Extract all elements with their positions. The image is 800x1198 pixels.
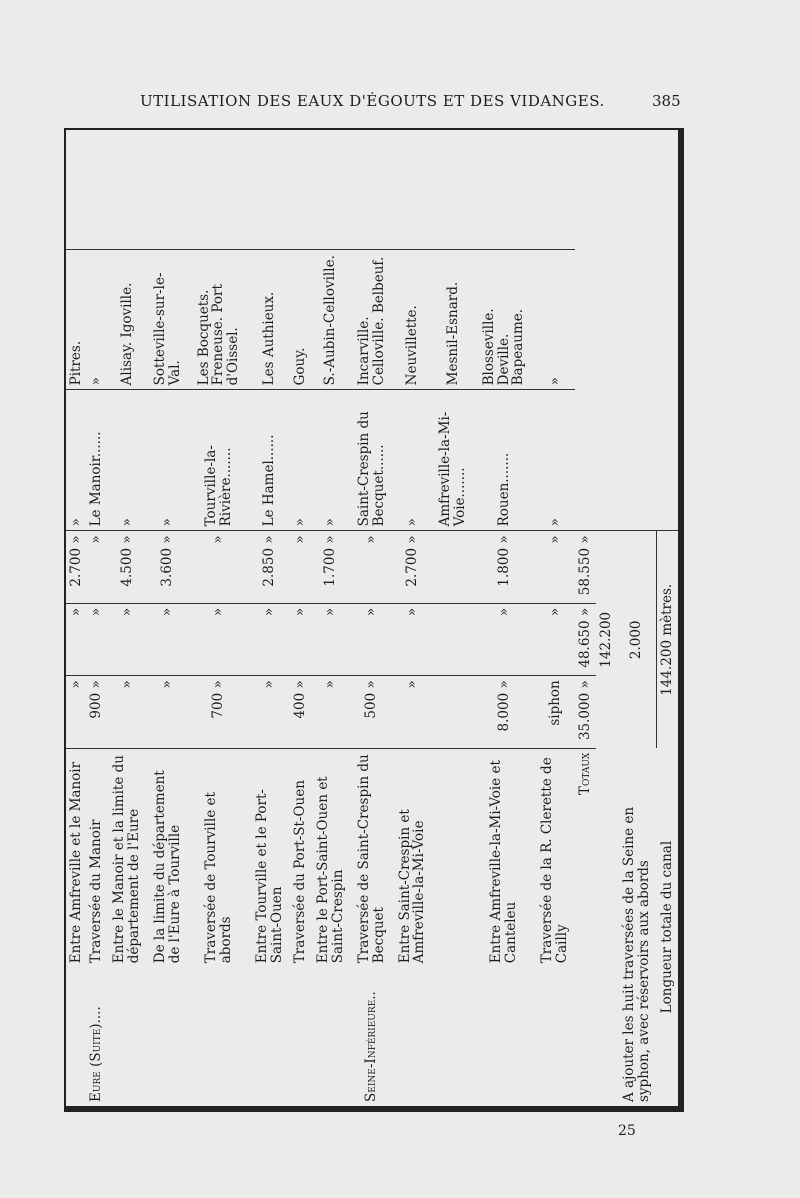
blank-cell bbox=[66, 130, 86, 249]
open-length-cell: » bbox=[148, 603, 189, 675]
blank-cell bbox=[188, 130, 249, 249]
section-cell bbox=[535, 967, 576, 1106]
traverse-length-cell: » bbox=[66, 676, 86, 748]
blank-cell bbox=[148, 130, 189, 249]
page-number: 385 bbox=[652, 92, 681, 110]
canal-length-cell: » bbox=[535, 531, 576, 603]
table-row bbox=[290, 130, 310, 1106]
length-value: 144.200 mètres. bbox=[657, 531, 678, 748]
canal-length-cell: » bbox=[351, 531, 392, 603]
traverse-length-cell: 700 » bbox=[188, 676, 249, 748]
open-length-cell: » bbox=[290, 603, 310, 675]
table-row bbox=[148, 130, 189, 1106]
table-row bbox=[351, 130, 392, 1106]
locality-cell: » bbox=[392, 390, 433, 531]
section-cell: Seine-Inférieure.. bbox=[363, 991, 380, 1102]
add-value: 2.000 bbox=[627, 620, 644, 660]
traverse-length-cell: 8.000 » bbox=[474, 676, 535, 748]
locality-cell: » bbox=[535, 390, 576, 531]
description-cell: Entre le Manoir et la limite du département de l'Eure bbox=[111, 755, 143, 964]
locality-cell: » bbox=[311, 390, 352, 531]
blank-cell bbox=[290, 130, 310, 249]
add-label: A ajouter les huit traversées de la Seine en syphon, avec réservoirs aux abords bbox=[620, 806, 652, 1102]
canal-length-cell: 2.700 » bbox=[66, 531, 86, 603]
open-length-cell: » bbox=[311, 603, 352, 675]
table-row bbox=[188, 130, 249, 1106]
blank-cell bbox=[535, 130, 576, 249]
open-length-cell: » bbox=[535, 603, 576, 675]
commune-cell: Gouy. bbox=[290, 249, 310, 390]
section-cell: Eure (Suite).... bbox=[88, 1006, 105, 1102]
blank-cell bbox=[474, 130, 535, 249]
locality-cell: Le Hamel...... bbox=[249, 390, 290, 531]
canal-length-cell: » bbox=[86, 531, 106, 603]
blank-cell bbox=[311, 130, 352, 249]
description-cell: Entre le Port-Saint-Ouen et Saint-Crespin bbox=[315, 776, 346, 964]
commune-cell: Pitres. bbox=[66, 249, 86, 390]
total-open: 48.650 » bbox=[575, 603, 595, 675]
commune-cell: Neuvillette. bbox=[392, 249, 433, 390]
blank-cell bbox=[575, 130, 595, 531]
canal-length-cell: 2.850 » bbox=[249, 531, 290, 603]
open-length-cell: » bbox=[392, 603, 433, 675]
commune-cell: » bbox=[86, 249, 106, 390]
commune-cell: Les Bocquets. Freneuse. Port d'Oissel. bbox=[188, 249, 249, 390]
blank-cell bbox=[86, 130, 106, 249]
commune-cell: S.-Aubin-Celloville. bbox=[311, 249, 352, 390]
traverse-length-cell: 400 » bbox=[290, 676, 310, 748]
traverse-length-cell: » bbox=[249, 676, 290, 748]
canal-length-cell: 3.600 » bbox=[148, 531, 189, 603]
description-cell: De la limite du département de l'Eure à Tourville bbox=[152, 770, 183, 964]
commune-cell: Sotteville-sur-le-Val. bbox=[148, 249, 189, 390]
blank-cell bbox=[433, 130, 474, 249]
commune-cell: » bbox=[535, 249, 576, 390]
commune-cell: Blosseville. Deville. Bapeaume. bbox=[474, 249, 535, 390]
page-header-title: UTILISATION DES EAUX D'ÉGOUTS ET DES VIDANGES. bbox=[140, 92, 605, 110]
blank-cell bbox=[249, 130, 290, 249]
traverse-length-cell: » bbox=[392, 676, 433, 748]
totals-label: Totaux bbox=[577, 752, 594, 796]
total-canal: 58.550 » bbox=[575, 531, 595, 603]
commune-cell: Les Authieux. bbox=[249, 249, 290, 390]
canal-table bbox=[66, 130, 678, 1106]
frame-shadow-right bbox=[680, 128, 684, 1112]
commune-cell: Mesnil-Esnard. bbox=[433, 249, 474, 390]
canal-length-cell bbox=[433, 531, 474, 603]
section-cell bbox=[433, 967, 474, 1106]
traverse-length-cell bbox=[433, 676, 474, 748]
description-cell: Traversée de la R. Clerette de Cailly bbox=[539, 757, 570, 964]
section-cell bbox=[474, 967, 535, 1106]
commune-cell: Alisay. Igoville. bbox=[107, 249, 148, 390]
length-row bbox=[657, 130, 678, 1106]
subtotal-value: 142.200 bbox=[597, 611, 614, 668]
section-cell bbox=[311, 967, 352, 1106]
section-cell bbox=[290, 967, 310, 1106]
description-cell: Traversée du Port-St-Ouen bbox=[291, 780, 308, 964]
canal-length-cell: 2.700 » bbox=[392, 531, 433, 603]
total-traverse: 35.000 » bbox=[575, 676, 595, 748]
canal-length-cell: 1.700 » bbox=[311, 531, 352, 603]
traverse-length-cell: » bbox=[107, 676, 148, 748]
open-length-cell: » bbox=[66, 603, 86, 675]
description-cell: Entre Saint-Crespin et Amfreville-la-Mi-Voie bbox=[396, 809, 428, 964]
blank-cell bbox=[392, 130, 433, 249]
canal-length-cell: » bbox=[290, 531, 310, 603]
canal-length-cell: » bbox=[188, 531, 249, 603]
description-cell: Traversée de Tourville et abords bbox=[202, 792, 234, 964]
subtotal-row bbox=[596, 130, 616, 1106]
description-cell bbox=[433, 748, 474, 967]
description-cell: Entre Tourville et le Port-Saint-Ouen bbox=[253, 789, 285, 964]
section-cell bbox=[66, 967, 86, 1106]
open-length-cell: » bbox=[351, 603, 392, 675]
description-cell: Traversée du Manoir bbox=[88, 819, 105, 964]
table-row bbox=[392, 130, 433, 1106]
section-cell bbox=[107, 967, 148, 1106]
traverse-length-cell: » bbox=[311, 676, 352, 748]
description-cell: Entre Amfreville-la-Mi-Voie et Canteleu bbox=[488, 760, 520, 964]
open-length-cell bbox=[433, 603, 474, 675]
table-row bbox=[311, 130, 352, 1106]
locality-cell: » bbox=[148, 390, 189, 531]
section-cell bbox=[148, 967, 189, 1106]
totals-row bbox=[575, 130, 595, 1106]
locality-cell: Tourville-la-Rivière....... bbox=[188, 390, 249, 531]
table-row bbox=[66, 130, 86, 1106]
rotated-table-container bbox=[66, 130, 678, 1106]
locality-cell: Le Manoir...... bbox=[86, 390, 106, 531]
blank-cell bbox=[351, 130, 392, 249]
description-cell: Entre Amfreville et le Manoir bbox=[67, 761, 84, 964]
signature-number: 25 bbox=[618, 1123, 636, 1139]
description-cell: Traversée de Saint-Crespin du Becquet bbox=[355, 754, 387, 964]
canal-length-cell: 1.800 » bbox=[474, 531, 535, 603]
locality-cell: Rouen....... bbox=[474, 390, 535, 531]
blank-cell bbox=[616, 130, 657, 531]
open-length-cell: » bbox=[86, 603, 106, 675]
locality-cell: Amfreville-la-Mi-Voie....... bbox=[433, 390, 474, 531]
table-row bbox=[107, 130, 148, 1106]
table-row bbox=[535, 130, 576, 1106]
locality-cell: Saint-Crespin du Becquet...... bbox=[351, 390, 392, 531]
table-row bbox=[86, 130, 106, 1106]
section-cell bbox=[188, 967, 249, 1106]
length-label: Longueur totale du canal bbox=[659, 840, 676, 1014]
traverse-length-cell: » bbox=[148, 676, 189, 748]
table-row bbox=[249, 130, 290, 1106]
canal-length-cell: 4.500 » bbox=[107, 531, 148, 603]
frame-shadow-bottom bbox=[64, 1108, 684, 1112]
section-cell bbox=[392, 967, 433, 1106]
open-length-cell: » bbox=[107, 603, 148, 675]
blank-cell bbox=[657, 130, 678, 531]
table-row bbox=[474, 130, 535, 1106]
blank-cell bbox=[596, 130, 616, 531]
locality-cell: » bbox=[107, 390, 148, 531]
traverse-length-cell: 500 » bbox=[351, 676, 392, 748]
locality-cell: » bbox=[290, 390, 310, 531]
open-length-cell: » bbox=[474, 603, 535, 675]
open-length-cell: » bbox=[188, 603, 249, 675]
traverse-length-cell: 900 » bbox=[86, 676, 106, 748]
table-row bbox=[433, 130, 474, 1106]
section-cell bbox=[249, 967, 290, 1106]
commune-cell: Incarville. Celloville. Belbeuf. bbox=[351, 249, 392, 390]
add-row bbox=[616, 130, 657, 1106]
blank-cell bbox=[107, 130, 148, 249]
blank-cell bbox=[596, 748, 616, 1106]
open-length-cell: » bbox=[249, 603, 290, 675]
traverse-length-cell: siphon bbox=[535, 676, 576, 748]
locality-cell: » bbox=[66, 390, 86, 531]
